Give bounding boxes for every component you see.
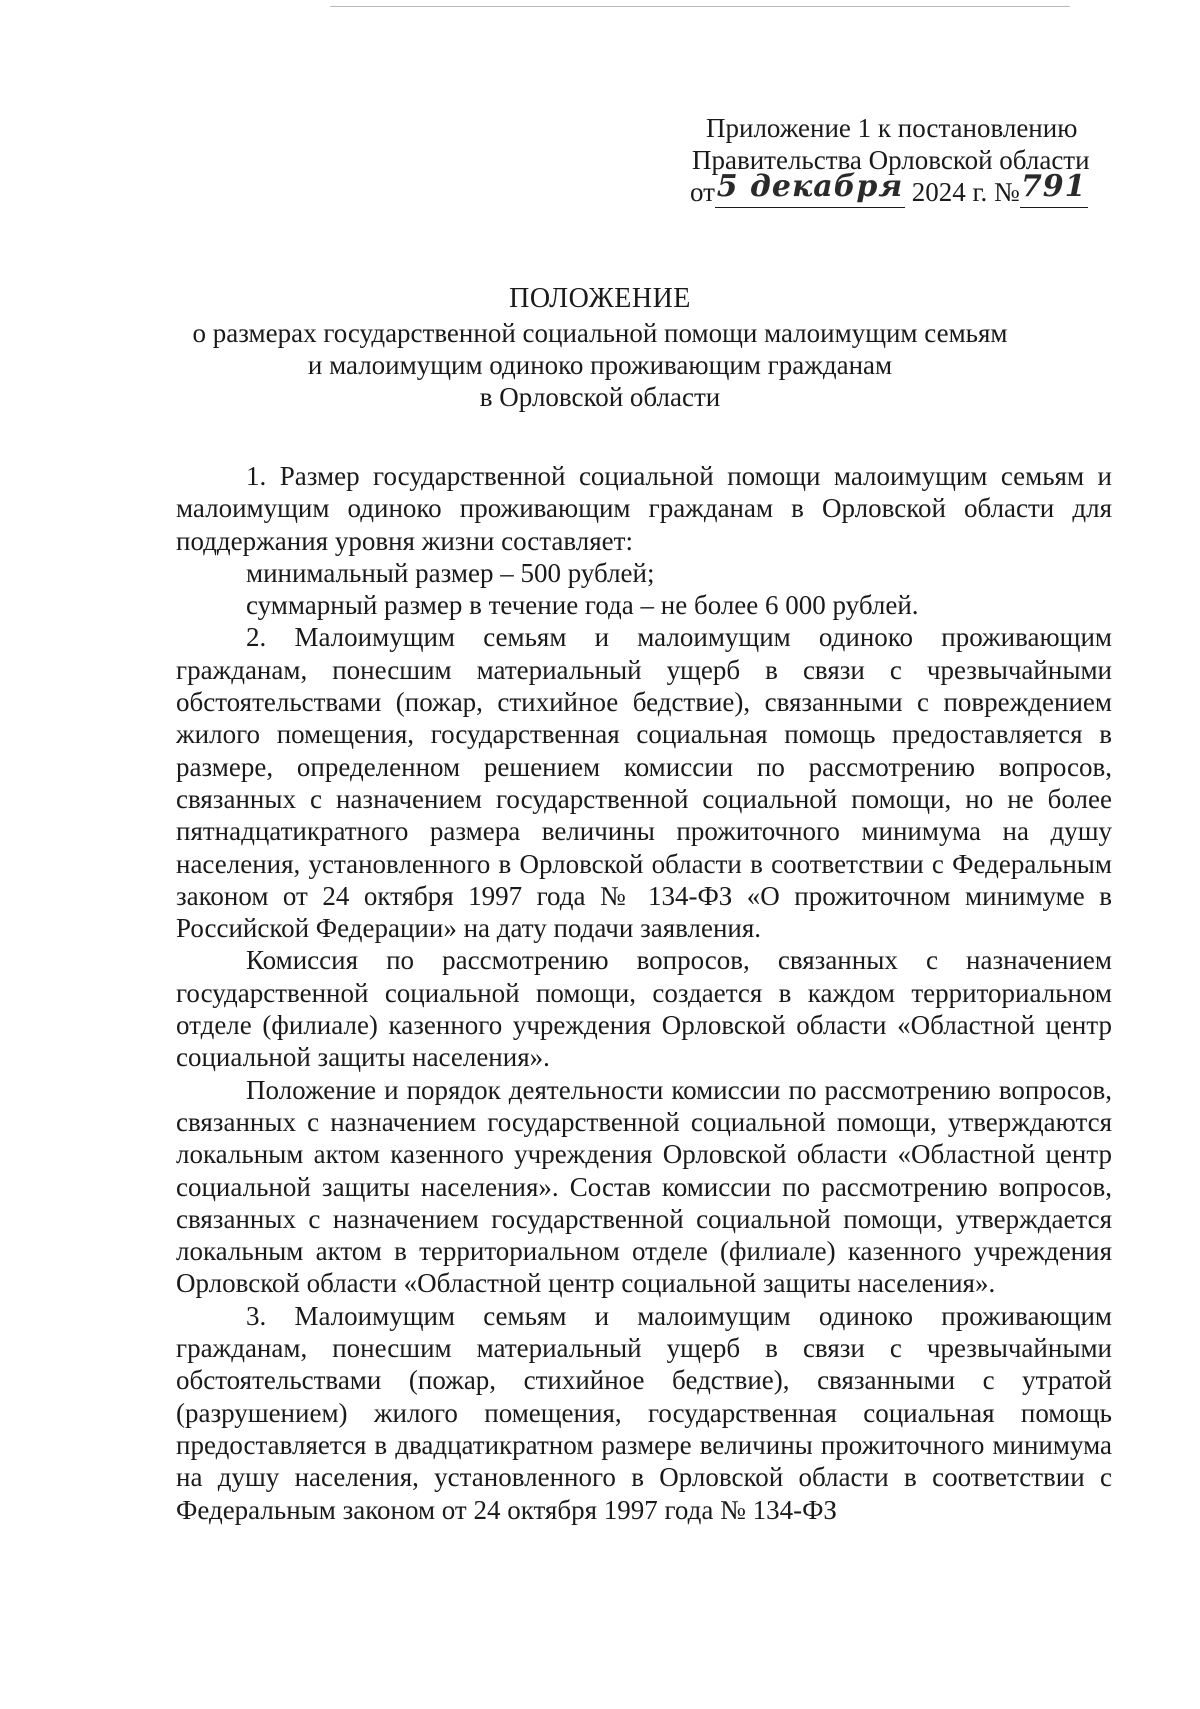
document-body bbox=[176, 460, 1112, 1526]
approval-line-1: Приложение 1 к постановлению bbox=[706, 113, 1078, 143]
paragraph-1: 1. Размер государственной социальной помощи малоимущим семьям и малоимущим одиноко проживающим гражданам в Орловской области для поддержания уровня жизни составляет: bbox=[176, 461, 1112, 556]
paragraph-min-size: минимальный размер – 500 рублей; bbox=[246, 557, 655, 588]
date-field bbox=[715, 169, 905, 208]
title-line-3: в Орловской области bbox=[479, 382, 721, 412]
date-prefix: от bbox=[690, 177, 715, 207]
document-title-block bbox=[120, 283, 1080, 413]
approval-line-2: Правительства Орловской области bbox=[692, 145, 1090, 175]
scan-edge-line bbox=[330, 6, 1070, 7]
number-field bbox=[1020, 169, 1088, 208]
approval-date-line bbox=[690, 169, 1110, 208]
paragraph-commission-rules: Положение и порядок деятельности комиссии по рассмотрению вопросов, связанных с назначением государственной социальной помощи, утверждаются локальным актом казенного учреждения Орловской области «Областной центр социальной защиты населения». Состав комиссии по рассмотрению вопросов, связанных с назначением государственной социальной помощи, утверждается локальным актом в территориальном отделе (филиале) казенного учреждения Орловской области «Областной центр социальной защиты населения». bbox=[176, 1074, 1112, 1299]
title-line-2: и малоимущим одиноко проживающим гражданам bbox=[307, 350, 893, 380]
paragraph-total-size: суммарный размер в течение года – не более 6 000 рублей. bbox=[246, 590, 919, 621]
document-heading: ПОЛОЖЕНИЕ bbox=[509, 283, 691, 314]
handwritten-number: 791 bbox=[1020, 169, 1087, 204]
year-text: 2024 г. № bbox=[911, 177, 1020, 207]
title-line-1: о размерах государственной социальной помощи малоимущим семьям bbox=[192, 318, 1008, 348]
paragraph-commission: Комиссия по рассмотрению вопросов, связанных с назначением государственной социальной помощи, создается в каждом территориальном отделе (филиале) казенного учреждения Орловской области «Областной центр социальной защиты населения». bbox=[176, 945, 1112, 1073]
approval-block bbox=[690, 112, 1110, 208]
paragraph-2: 2. Малоимущим семьям и малоимущим одиноко проживающим гражданам, понесшим материальный ущерб в связи с чрезвычайными обстоятельствами (пожар, стихийное бедствие), связанными с повреждением жилого помещения, государственная социальная помощь предоставляется в размере, определенном решением комиссии по рассмотрению вопросов, связанных с назначением государственной социальной помощи, но не более пятнадцатикратного размера величины прожиточного минимума на душу населения, установленного в Орловской области в соответствии с Федеральным законом от 24 октября 1997 года № 134-ФЗ «О прожиточном минимуме в Российской Федерации» на дату подачи заявления. bbox=[176, 622, 1112, 944]
handwritten-date: 5 декабря bbox=[716, 169, 904, 204]
paragraph-3: 3. Малоимущим семьям и малоимущим одиноко проживающим гражданам, понесшим материальный ущерб в связи с чрезвычайными обстоятельствами (пожар, стихийное бедствие), связанными с утратой (разрушением) жилого помещения, государственная социальная помощь предоставляется в двадцатикратном размере величины прожиточного минимума на душу населения, установленного в Орловской области в соответствии с Федеральным законом от 24 октября 1997 года № 134-ФЗ bbox=[176, 1300, 1112, 1525]
